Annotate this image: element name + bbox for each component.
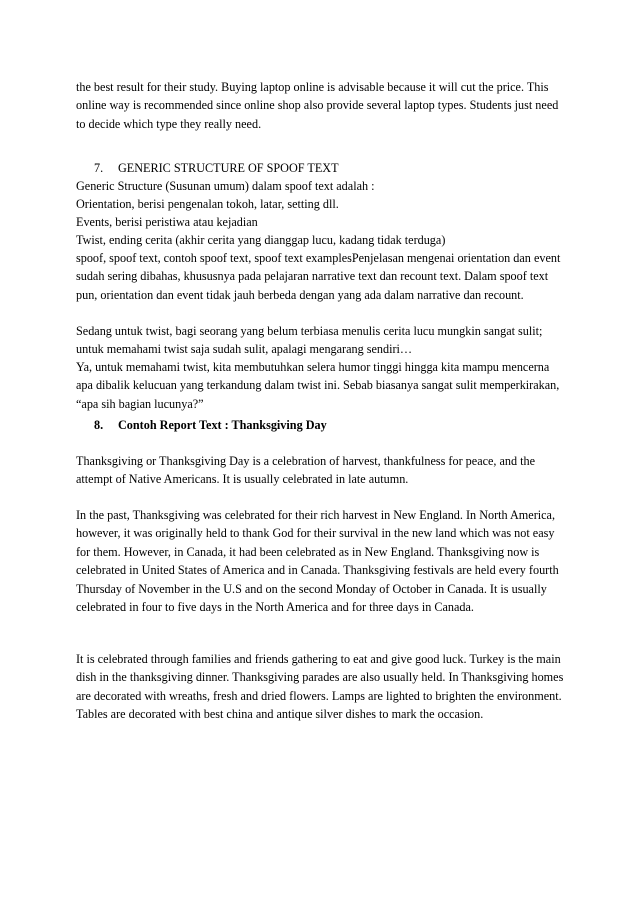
section-7-paragraph-2: Sedang untuk twist, bagi seorang yang belum terbiasa menulis cerita lucu mungkin sangat sulit; untuk memahami twist saja sudah sulit, apalagi mengarang sendiri…	[76, 324, 543, 357]
section-7-paragraph-1: spoof, spoof text, contoh spoof text, spoof text examplesPenjelasan mengenai orientation dan event sudah sering dibahas, khususnya pada pelajaran narrative text dan recount text. Dalam spoof text pun, orientation dan event tidak jauh berbeda dengan yang ada dalam narrative dan recount.	[76, 251, 561, 302]
section-8-heading	[76, 416, 566, 434]
section-8-paragraph-1: Thanksgiving or Thanksgiving Day is a celebration of harvest, thankfulness for peace, and the attempt of Native Americans. It is usually celebrated in late autumn.	[76, 454, 536, 487]
section-8-paragraph-3: It is celebrated through families and friends gathering to eat and give good luck. Turkey is the main dish in the thanksgiving dinner. Thanksgiving parades are also usually held. In Thanksgiving homes are decorated with wreaths, fresh and dried flowers. Lamps are lighted to brighten the environment. Tables are decorated with best china and antique silver dishes to mark the occasion.	[76, 652, 564, 722]
section-7-line-4: Twist, ending cerita (akhir cerita yang dianggap lucu, kadang tidak terduga)	[76, 233, 446, 247]
section-7-heading	[76, 159, 566, 177]
section-8-paragraph-2: In the past, Thanksgiving was celebrated for their rich harvest in New England. In North America, however, it was originally held to thank God for their survival in the new land which was not easy for them. However, in Canada, it had been celebrated as in New England. Thanksgiving now is celebrated in United States of America and in Canada. Thanksgiving festivals are held every fourth Thursday of November in the U.S and on the second Monday of October in Canada. It is usually celebrated in four to five days in the North America and for three days in Canada.	[76, 508, 559, 615]
section-8-title: Contoh Report Text : Thanksgiving Day	[118, 418, 327, 432]
intro-paragraph: the best result for their study. Buying laptop online is advisable because it will cut the price. This online way is recommended since online shop also provide several laptop types. Students just need to decide which type they really need.	[76, 80, 559, 131]
section-7-number: 7.	[94, 161, 104, 175]
section-8-number: 8.	[94, 418, 104, 432]
section-7-line-3: Events, berisi peristiwa atau kejadian	[76, 215, 258, 229]
section-7-title: GENERIC STRUCTURE OF SPOOF TEXT	[118, 161, 339, 175]
section-7-line-1: Generic Structure (Susunan umum) dalam spoof text adalah :	[76, 179, 375, 193]
section-7-line-2: Orientation, berisi pengenalan tokoh, latar, setting dll.	[76, 197, 339, 211]
section-7-paragraph-3: Ya, untuk memahami twist, kita membutuhkan selera humor tinggi hingga kita mampu mencerna apa dibalik kelucuan yang terkandung dalam twist ini. Sebab biasanya sangat sulit memperkirakan, “apa sih bagian lucunya?”	[76, 360, 560, 411]
